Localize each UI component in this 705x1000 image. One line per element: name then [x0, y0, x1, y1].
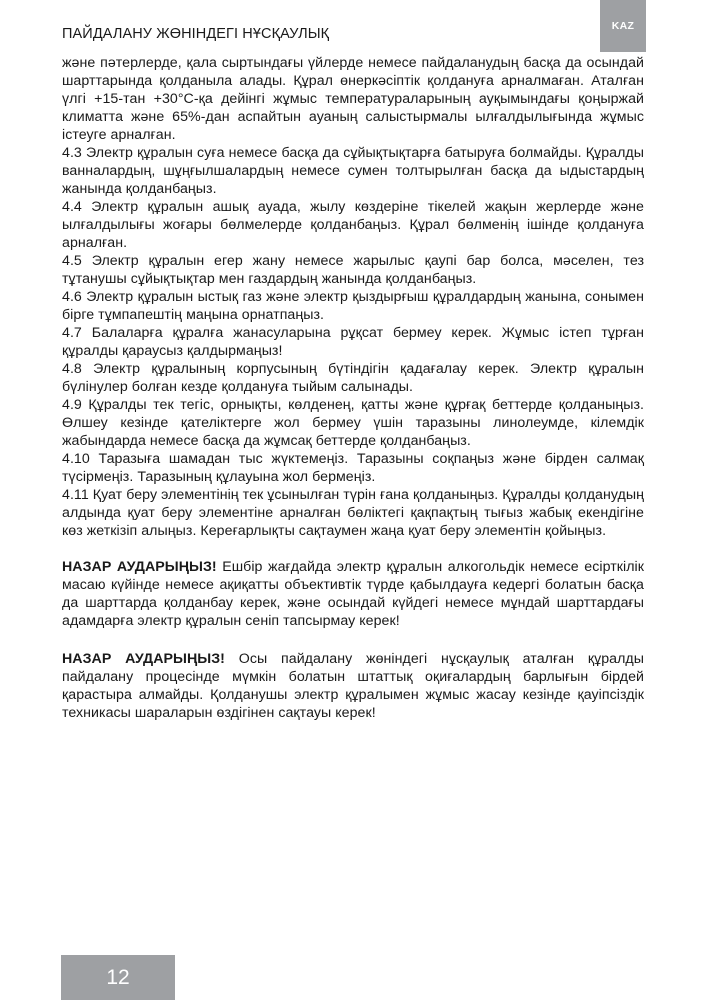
warning-text: Ешбір жағдайда электр құралын алкогольдік немесе есірткілік масаю күйінде немесе ақиқатты объективтік түрде қабылдауға кедергі болатын басқа да шарттарда қолданбау керек, және осындай күйдегі немесе мұндай шарттардағы адамдарға электр құралын сеніп тапсырмау керек! — [62, 559, 644, 629]
warning-block-2 — [62, 650, 644, 722]
paragraph-4-9: 4.9 Құралды тек тегіс, орнықты, көлденең, қатты және құрғақ беттерде қолданыңыз. Өлшеу кезінде қателіктерге жол бермеу үшін таразыны линолеумде, кілемдік жабындарда немесе басқа да жұмсақ беттерде қолданбаңыз. — [62, 397, 644, 449]
page-number: 12 — [61, 955, 175, 1000]
warning-block-1 — [62, 558, 644, 630]
language-tab: KAZ — [600, 0, 646, 52]
paragraph-4-8: 4.8 Электр құралының корпусының бүтіндігін қадағалау керек. Электр құралын бүлінулер болған кезде қолдануға тыйым салынады. — [62, 361, 644, 395]
paragraph-4-6: 4.6 Электр құралын ыстық газ және электр қыздырғыш құралдардың жанына, сонымен бірге тұмпапештің маңына орнатпаңыз. — [62, 289, 644, 323]
document-title: ПАЙДАЛАНУ ЖӨНІНДЕГІ НҰСҚАУЛЫҚ — [62, 26, 330, 42]
paragraph-4-10: 4.10 Таразыға шамадан тыс жүктемеңіз. Таразыны соқпаңыз және бірден салмақ түсірмеңіз. Таразының құлауына жол бермеңіз. — [62, 451, 644, 485]
warning-text: Осы пайдалану жөніндегі нұсқаулық аталған құралды пайдалану процесінде мүмкін болатын штаттық оқиғалардың барлығын бірдей қарастыра алмайды. Қолданушы электр құралымен жұмыс жасау кезінде қауіпсіздік техникасы шараларын өздігінен сақтауы керек! — [62, 651, 645, 721]
page-header — [0, 0, 705, 55]
paragraph-4-4: 4.4 Электр құралын ашық ауада, жылу көздеріне тікелей жақын жерлерде және ылғалдылығы жоғары бөлмелерде қолданбаңыз. Құрал бөлменің ішінде қолдануға арналған. — [62, 199, 644, 251]
paragraph-4-11: 4.11 Қуат беру элементінің тек ұсынылған түрін ғана қолданыңыз. Құралды қолданудың алдында қуат беру элементіне арналған бөліктегі қақпақтың тығыз жабық екендігіне көз жеткізіп алыңыз. Кереғарлықты сақтаумен жаңа қуат беру элементін қойыңыз. — [62, 487, 645, 539]
main-content — [62, 54, 644, 722]
paragraph-continuation: және пәтерлерде, қала сыртындағы үйлерде немесе пайдаланудың басқа да осындай шарттарында қолданыла алады. Құрал өнеркәсіптік қолдануға арналмаған. Аталған үлгі +15-тан +30°С-қа дейінгі жұмыс температураларының ауқымындағы қоңыржай климатта және 65%-дан аспайтын ауаның салыстырмалы ылғалдылығында жұмыс істеуге арналған. — [62, 55, 644, 143]
warning-label: НАЗАР АУДАРЫҢЫЗ! — [62, 651, 225, 667]
paragraph-4-5: 4.5 Электр құралын егер жану немесе жарылыс қаупі бар болса, мәселен, тез тұтанушы сұйықтықтар мен газдардың жанында қолданбаңыз. — [62, 253, 644, 287]
warning-label: НАЗАР АУДАРЫҢЫЗ! — [62, 559, 217, 575]
paragraph-4-3: 4.3 Электр құралын суға немесе басқа да сұйықтықтарға батыруға болмайды. Құралды ванналардың, шұңғылшалардың немесе сумен толтырылған басқа да ыдыстардың жанында қолданбаңыз. — [62, 145, 644, 197]
paragraph-4-7: 4.7 Балаларға құралға жанасуларына рұқсат бермеу керек. Жұмыс істеп тұрған құралды қараусыз қалдырмаңыз! — [62, 325, 644, 359]
